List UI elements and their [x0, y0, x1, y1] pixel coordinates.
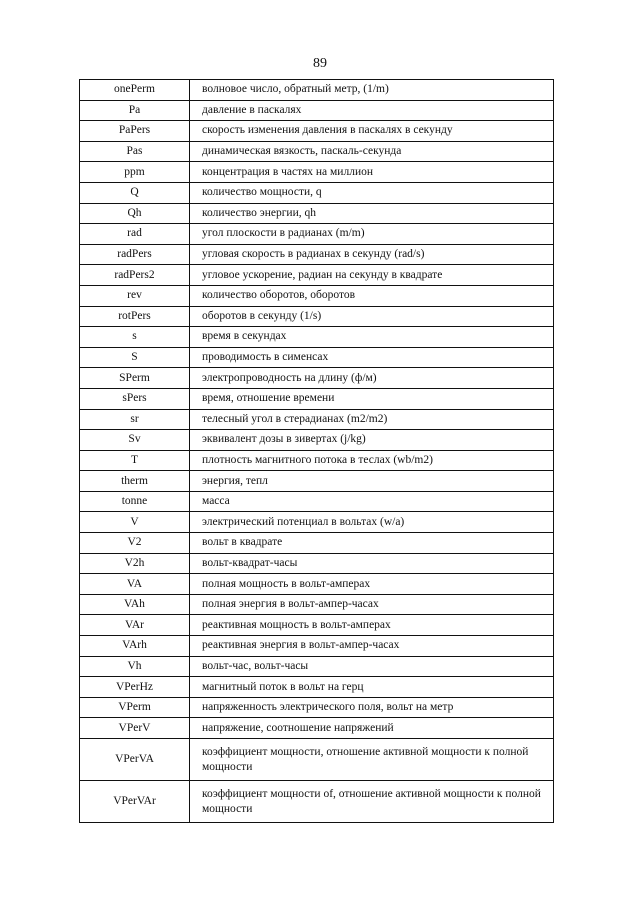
unit-code-cell: VPerVAr — [80, 781, 190, 823]
units-table-body — [80, 80, 554, 823]
unit-description-cell: масса — [190, 491, 554, 512]
unit-code-cell: VAh — [80, 594, 190, 615]
unit-description-cell: полная энергия в вольт-ампер-часах — [190, 594, 554, 615]
unit-description-cell: оборотов в секунду (1/s) — [190, 306, 554, 327]
unit-code-cell: S — [80, 347, 190, 368]
table-row — [80, 285, 554, 306]
unit-description-cell: угловая скорость в радианах в секунду (rad/s) — [190, 244, 554, 265]
unit-code-cell: radPers2 — [80, 265, 190, 286]
table-row — [80, 615, 554, 636]
unit-code-cell: VPerm — [80, 697, 190, 718]
unit-description-cell: телесный угол в стерадианах (m2/m2) — [190, 409, 554, 430]
unit-code-cell: V2h — [80, 553, 190, 574]
unit-description-cell: количество оборотов, оборотов — [190, 285, 554, 306]
unit-description-cell: энергия, тепл — [190, 471, 554, 492]
table-row — [80, 347, 554, 368]
unit-code-cell: ppm — [80, 162, 190, 183]
table-row — [80, 656, 554, 677]
table-row — [80, 697, 554, 718]
unit-description-cell: давление в паскалях — [190, 100, 554, 121]
unit-description-cell: угловое ускорение, радиан на секунду в квадрате — [190, 265, 554, 286]
table-row — [80, 471, 554, 492]
table-row — [80, 121, 554, 142]
table-row — [80, 306, 554, 327]
unit-description-cell: вольт в квадрате — [190, 533, 554, 554]
unit-code-cell: PaPers — [80, 121, 190, 142]
table-row — [80, 718, 554, 739]
unit-code-cell: s — [80, 327, 190, 348]
unit-code-cell: Q — [80, 182, 190, 203]
table-row — [80, 265, 554, 286]
unit-code-cell: VArh — [80, 636, 190, 657]
table-row — [80, 512, 554, 533]
table-row — [80, 450, 554, 471]
unit-code-cell: therm — [80, 471, 190, 492]
unit-code-cell: SPerm — [80, 368, 190, 389]
unit-code-cell: onePerm — [80, 80, 190, 101]
table-row — [80, 80, 554, 101]
unit-code-cell: rad — [80, 224, 190, 245]
table-row — [80, 368, 554, 389]
unit-description-cell: реактивная энергия в вольт-ампер-часах — [190, 636, 554, 657]
unit-code-cell: rev — [80, 285, 190, 306]
unit-code-cell: Vh — [80, 656, 190, 677]
unit-description-cell: концентрация в частях на миллион — [190, 162, 554, 183]
table-row — [80, 430, 554, 451]
unit-code-cell: Pas — [80, 141, 190, 162]
unit-code-cell: V2 — [80, 533, 190, 554]
unit-code-cell: sr — [80, 409, 190, 430]
unit-description-cell: вольт-квадрат-часы — [190, 553, 554, 574]
unit-code-cell: Pa — [80, 100, 190, 121]
unit-code-cell: Qh — [80, 203, 190, 224]
unit-description-cell: волновое число, обратный метр, (1/m) — [190, 80, 554, 101]
unit-code-cell: VPerHz — [80, 677, 190, 698]
unit-code-cell: VAr — [80, 615, 190, 636]
unit-description-cell: время в секундах — [190, 327, 554, 348]
unit-code-cell: V — [80, 512, 190, 533]
table-row — [80, 141, 554, 162]
unit-code-cell: tonne — [80, 491, 190, 512]
table-row — [80, 224, 554, 245]
table-row — [80, 677, 554, 698]
unit-description-cell: угол плоскости в радианах (m/m) — [190, 224, 554, 245]
unit-description-cell: напряженность электрического поля, вольт на метр — [190, 697, 554, 718]
unit-description-cell: плотность магнитного потока в теслах (wb/m2) — [190, 450, 554, 471]
table-row — [80, 636, 554, 657]
unit-description-cell: количество энергии, qh — [190, 203, 554, 224]
table-row — [80, 182, 554, 203]
table-row — [80, 739, 554, 781]
unit-code-cell: VA — [80, 574, 190, 595]
unit-code-cell: Sv — [80, 430, 190, 451]
unit-description-cell: коэффициент мощности of, отношение активной мощности к полной мощности — [190, 781, 554, 823]
table-row — [80, 409, 554, 430]
unit-description-cell: электрический потенциал в вольтах (w/a) — [190, 512, 554, 533]
unit-description-cell: количество мощности, q — [190, 182, 554, 203]
unit-description-cell: полная мощность в вольт-амперах — [190, 574, 554, 595]
unit-description-cell: электропроводность на длину (ф/м) — [190, 368, 554, 389]
unit-description-cell: вольт-час, вольт-часы — [190, 656, 554, 677]
page-number: 89 — [313, 56, 327, 71]
unit-description-cell: скорость изменения давления в паскалях в секунду — [190, 121, 554, 142]
table-row — [80, 388, 554, 409]
table-row — [80, 594, 554, 615]
unit-description-cell: коэффициент мощности, отношение активной мощности к полной мощности — [190, 739, 554, 781]
unit-description-cell: реактивная мощность в вольт-амперах — [190, 615, 554, 636]
unit-description-cell: динамическая вязкость, паскаль-секунда — [190, 141, 554, 162]
table-row — [80, 203, 554, 224]
table-row — [80, 553, 554, 574]
unit-code-cell: rotPers — [80, 306, 190, 327]
unit-code-cell: VPerV — [80, 718, 190, 739]
table-row — [80, 162, 554, 183]
unit-description-cell: напряжение, соотношение напряжений — [190, 718, 554, 739]
table-row — [80, 781, 554, 823]
table-row — [80, 491, 554, 512]
unit-description-cell: магнитный поток в вольт на герц — [190, 677, 554, 698]
unit-description-cell: эквивалент дозы в зивертах (j/kg) — [190, 430, 554, 451]
table-row — [80, 244, 554, 265]
table-row — [80, 327, 554, 348]
unit-code-cell: sPers — [80, 388, 190, 409]
table-row — [80, 533, 554, 554]
unit-code-cell: T — [80, 450, 190, 471]
unit-code-cell: radPers — [80, 244, 190, 265]
unit-code-cell: VPerVA — [80, 739, 190, 781]
unit-description-cell: время, отношение времени — [190, 388, 554, 409]
table-row — [80, 100, 554, 121]
unit-description-cell: проводимость в сименсах — [190, 347, 554, 368]
units-table — [79, 79, 554, 823]
table-row — [80, 574, 554, 595]
